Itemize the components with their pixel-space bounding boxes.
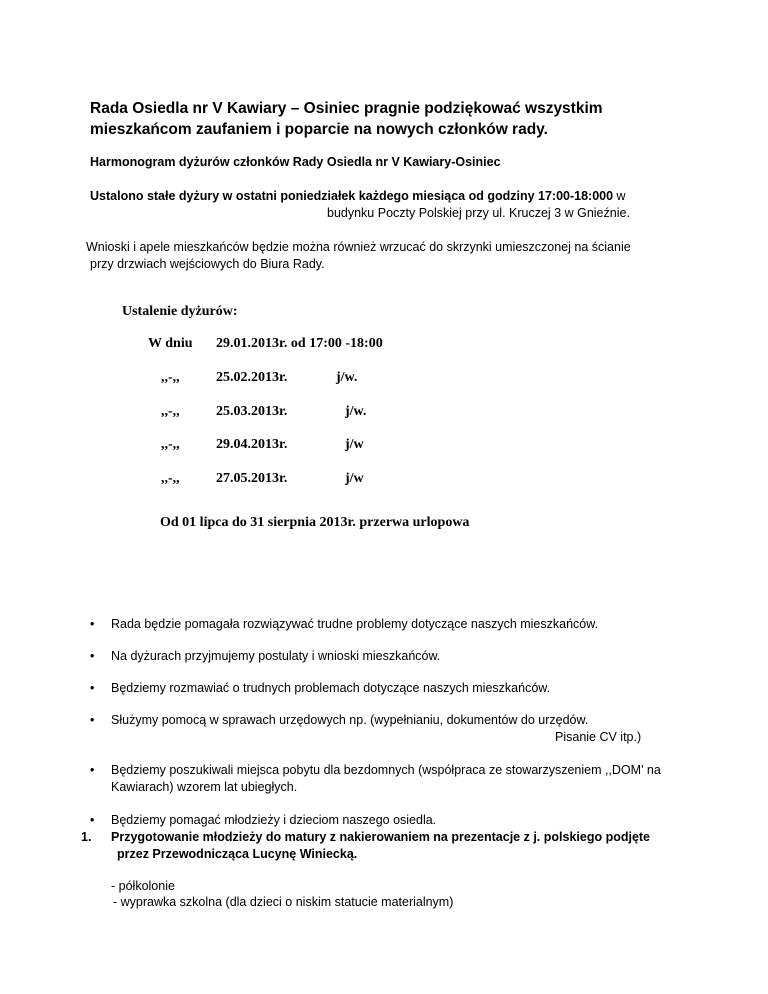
title: [90, 98, 710, 140]
bullet-dot: •: [90, 681, 95, 695]
numbered-text-line-1: Przygotowanie młodzieży do matury z nakierowaniem na prezentacje z j. polskiego podjęte: [111, 830, 651, 844]
ditto-mark: ,,-,,: [161, 404, 180, 419]
bullet-item: [90, 812, 436, 829]
ditto-mark: ,,-,,: [161, 370, 180, 385]
bullet-item: [90, 712, 588, 729]
dash-item-polkolonie: - półkolonie: [111, 879, 175, 893]
schedule-note: j/w: [345, 471, 364, 486]
schedule-first-prefix: W dniu: [148, 336, 193, 351]
numbered-item: [81, 829, 650, 846]
bullet-item: [90, 680, 550, 697]
bullet-dot: •: [90, 713, 95, 727]
bullet-text: Będziemy poszukiwali miejsca pobytu dla bezdomnych (współpraca ze stowarzyszeniem ,,DOM' na: [111, 763, 661, 777]
ustalono-line-1: [90, 188, 626, 205]
bullet-text: Będziemy rozmawiać o trudnych problemach dotyczące naszych mieszkańców.: [111, 681, 551, 695]
bullet-continuation: Kawiarach) wzorem lat ubiegłych.: [111, 780, 298, 794]
bullet-item: [90, 762, 661, 779]
schedule-date: 25.03.2013r.: [216, 404, 288, 419]
title-line-1: Rada Osiedla nr V Kawiary – Osiniec pragnie podziękować wszystkim: [90, 100, 603, 117]
bullet-item: [90, 648, 440, 665]
bullet-item: [90, 616, 598, 633]
schedule-date: 25.02.2013r.: [216, 370, 288, 385]
schedule-date: 29.04.2013r.: [216, 437, 288, 452]
schedule-first-date: 29.01.2013r. od 17:00 -18:00: [216, 336, 383, 351]
title-line-2: mieszkańcom zaufaniem i poparcie na nowych członków rady.: [90, 121, 548, 138]
bullet-dot: •: [90, 763, 95, 777]
ustalono-line-2: budynku Poczty Polskiej przy ul. Kruczej 3 w Gnieźnie.: [327, 206, 630, 220]
vacation-break: Od 01 lipca do 31 sierpnia 2013r. przerwa urlopowa: [160, 515, 470, 530]
bullet-dot: •: [90, 649, 95, 663]
bullet-text: Służymy pomocą w sprawach urzędowych np. (wypełnianiu, dokumentów do urzędów.: [111, 713, 589, 727]
dash-item-wyprawka: - wyprawka szkolna (dla dzieci o niskim statucie materialnym): [113, 895, 454, 909]
bullet-text: Na dyżurach przyjmujemy postulaty i wnioski mieszkańców.: [111, 649, 441, 663]
bullet-text: Będziemy pomagać młodzieży i dzieciom naszego osiedla.: [111, 813, 437, 827]
numbered-text-line-2: przez Przewodnicząca Lucynę Winiecką.: [117, 847, 358, 861]
bullet-dot: •: [90, 617, 95, 631]
item-number: 1.: [81, 830, 92, 844]
bullet-dot: •: [90, 813, 95, 827]
ustalono-tail: w: [613, 189, 626, 203]
schedule-note: j/w.: [345, 404, 367, 419]
harmonogram-heading: Harmonogram dyżurów członków Rady Osiedla nr V Kawiary-Osiniec: [90, 155, 501, 169]
schedule-note: j/w.: [336, 370, 358, 385]
wnioski-line-2: przy drzwiach wejściowych do Biura Rady.: [90, 257, 325, 271]
bullet-continuation: Pisanie CV itp.): [555, 730, 642, 744]
bullet-text: Rada będzie pomagała rozwiązywać trudne problemy dotyczące naszych mieszkańców.: [111, 617, 599, 631]
schedule-note: j/w: [345, 437, 364, 452]
wnioski-line-1: Wnioski i apele mieszkańców będzie można również wrzucać do skrzynki umieszczonej na ścianie: [86, 240, 631, 254]
ditto-mark: ,,-,,: [161, 471, 180, 486]
ditto-mark: ,,-,,: [161, 437, 180, 452]
ustalono-bold: Ustalono stałe dyżury w ostatni poniedziałek każdego miesiąca od godziny 17:00-18:000: [90, 189, 614, 203]
schedule-date: 27.05.2013r.: [216, 471, 288, 486]
schedule-heading: Ustalenie dyżurów:: [122, 304, 238, 319]
